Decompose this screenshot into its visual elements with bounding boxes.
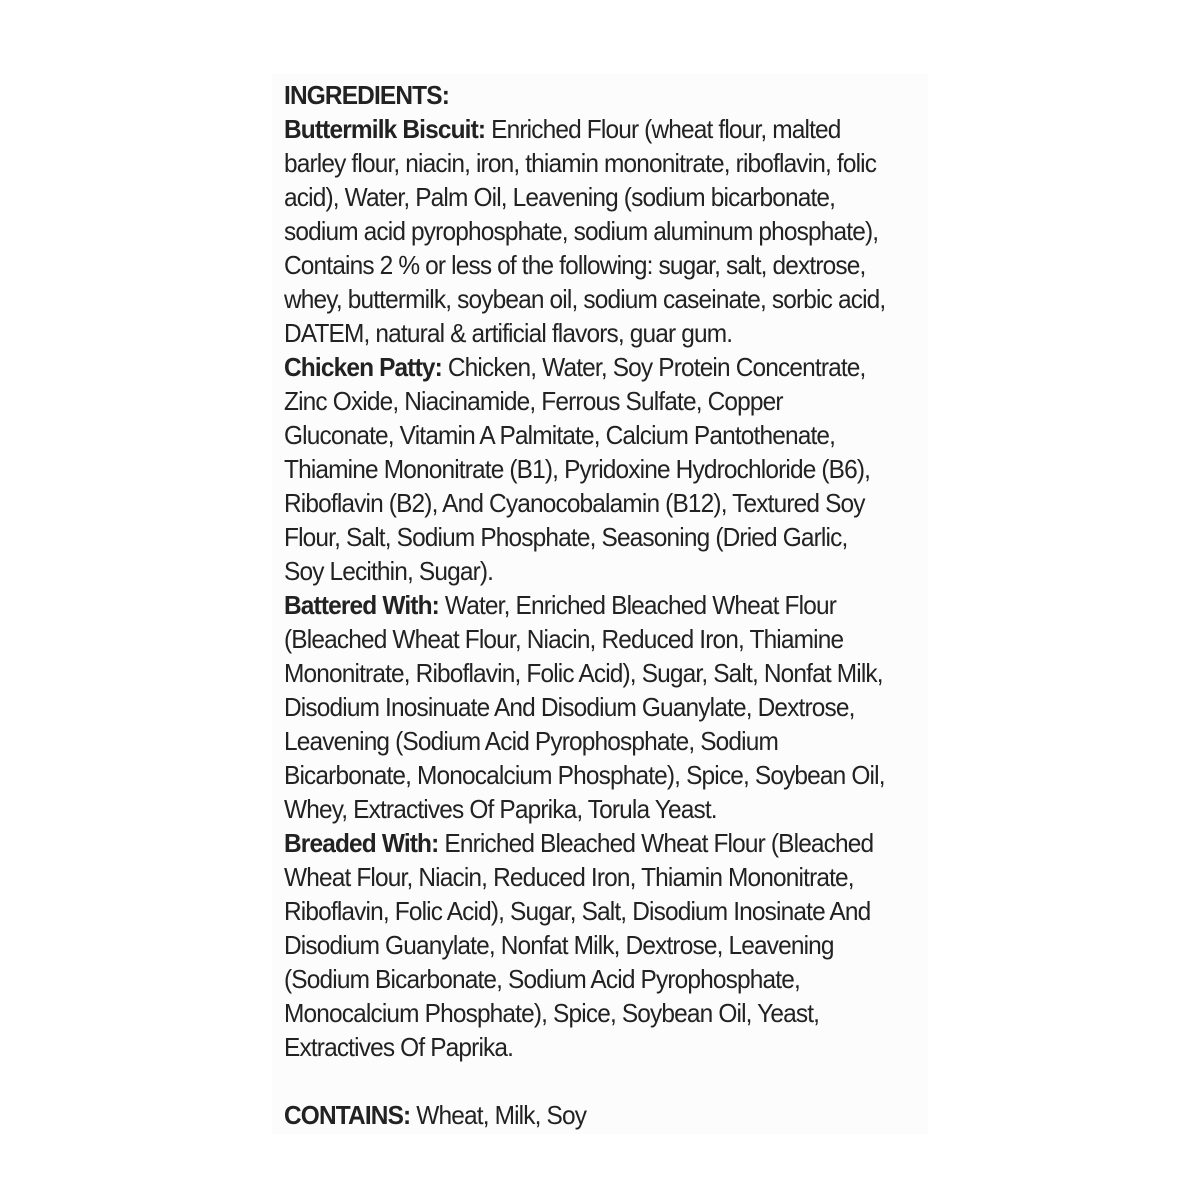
section-label: Battered With: xyxy=(284,590,439,620)
contains-label: CONTAINS: xyxy=(284,1100,411,1130)
section-label: Breaded With: xyxy=(284,828,439,858)
ingredient-list xyxy=(284,78,886,1132)
section-buttermilk-biscuit xyxy=(284,112,886,350)
section-battered-with xyxy=(284,588,886,826)
section-label: Chicken Patty: xyxy=(284,352,442,382)
section-text: Enriched Bleached Wheat Flour (Bleached Wheat Flour, Niacin, Reduced Iron, Thiamin Mononitrate, Riboflavin, Folic Acid), Sugar, Salt, Disodium Inosinate And Disodium Guanylate, Nonfat Milk, Dextrose, Leavening (Sodium Bicarbonate, Sodium Acid Pyrophosphate, Monocalcium Phosphate), Spice, Soybean Oil, Yeast, Extractives Of Paprika. xyxy=(284,828,874,1062)
section-text: Enriched Flour (wheat flour, malted barley flour, niacin, iron, thiamin mononitrate, riboflavin, folic acid), Water, Palm Oil, Leavening (sodium bicarbonate, sodium acid pyrophosphate, sodium aluminum phosphate), Contains 2 % or less of the following: sugar, salt, dextrose, whey, buttermilk, soybean oil, sodium caseinate, sorbic acid, DATEM, natural & artificial flavors, guar gum. xyxy=(284,114,886,348)
contains-text: Wheat, Milk, Soy xyxy=(416,1100,587,1130)
section-text: Chicken, Water, Soy Protein Concentrate, Zinc Oxide, Niacinamide, Ferrous Sulfate, Copper Gluconate, Vitamin A Palmitate, Calcium Pantothenate, Thiamine Mononitrate (B1), Pyridoxine Hydrochloride (B6), Riboflavin (B2), And Cyanocobalamin (B12), Textured Soy Flour, Salt, Sodium Phosphate, Seasoning (Dried Garlic, Soy Lecithin, Sugar). xyxy=(284,352,871,586)
ingredients-heading: INGREDIENTS: xyxy=(284,80,450,110)
section-chicken-patty xyxy=(284,350,886,588)
section-label: Buttermilk Biscuit: xyxy=(284,114,486,144)
allergen-statement xyxy=(284,1098,886,1132)
section-breaded-with xyxy=(284,826,886,1064)
section-text: Water, Enriched Bleached Wheat Flour (Bleached Wheat Flour, Niacin, Reduced Iron, Thiamine Mononitrate, Riboflavin, Folic Acid), Sugar, Salt, Nonfat Milk, Disodium Inosinuate And Disodium Guanylate, Dextrose, Leavening (Sodium Acid Pyrophosphate, Sodium Bicarbonate, Monocalcium Phosphate), Spice, Soybean Oil, Whey, Extractives Of Paprika, Torula Yeast. xyxy=(284,590,885,824)
